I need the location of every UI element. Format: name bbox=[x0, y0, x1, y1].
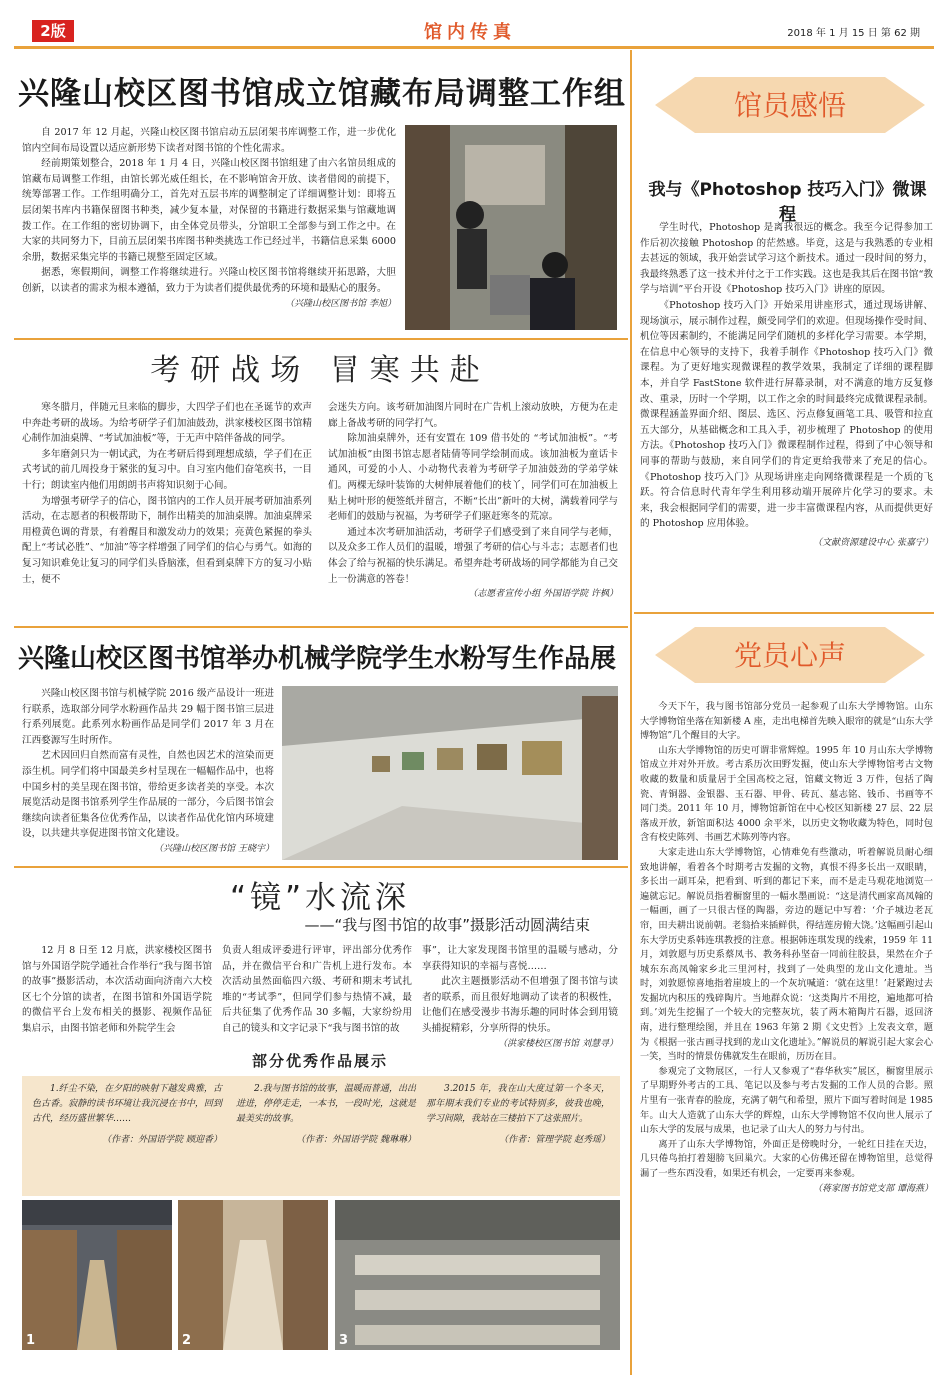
rule bbox=[14, 626, 628, 628]
sidebar1-signature: （文献资源建设中心 张嘉宁） bbox=[813, 537, 933, 548]
caption-text: 1.纤尘不染，在夕阳的映射下越发典雅，古色古香。寂静的读书环境让我沉浸在书中，回到古代，经历盛世繁华…… bbox=[32, 1084, 222, 1124]
article4-col3 bbox=[422, 943, 618, 1052]
paragraph: 自 2017 年 12 月起，兴隆山校区图书馆启动五层闭架书库调整工作，进一步优化馆内空间布局设置以适应新形势下读者对图书馆的个性化需求。 bbox=[22, 127, 396, 154]
paragraph: 参观完了文物展区，一行人又参观了“春华秋实”展区，橱窗里展示了早期野外考古的工具、笔记以及参与考古发掘的工作人员的合影。照片里有一张青春的脸庞，充满了朝气和希望，照片下面写着时间是 1985 年。山大人造就了山东大学的辉煌，山东大学博物馆不仅向世人展示了山东大学的发展与成果，也记录了山大人的努力与付出。 bbox=[640, 1065, 933, 1136]
sidebar2-body bbox=[640, 700, 933, 1196]
bookshelf-photo bbox=[22, 1200, 172, 1350]
paragraph: 为增强考研学子的信心，图书馆内的工作人员开展考研加油系列活动，在志愿者的积极帮助下，制作出精美的加油桌牌。加油桌牌采用橙黄色调的背景，有着醒目和激发动力的效果；亮黄色紧握的拳头配上“考试必胜”、“加油”等字样增强了同学们的信心与勇气。如海的复习知识难免让复习的同学们头昏脑涨，但看到桌牌下方的复习小贴士，便不 bbox=[22, 495, 312, 585]
paragraph: 今天下午，我与图书馆部分党员一起参观了山东大学博物馆。山东大学博物馆坐落在知新楼 A 座，走出电梯首先映入眼帘的就是“山东大学博物馆”几个醒目的大字。 bbox=[640, 701, 933, 742]
article4-signature: （洪家楼校区图书馆 刘慧寻） bbox=[498, 1038, 618, 1049]
article2-col1 bbox=[22, 400, 312, 587]
article4-title: “镜”水流深 bbox=[229, 880, 411, 916]
paragraph: 兴隆山校区图书馆与机械学院 2016 级产品设计一班进行联系，选取部分同学水粉画作品共 29 幅于图书馆三层进行系列展览。此系列水粉画作品是同学们 2017 年 3 月在江西婺源写生时所作。 bbox=[22, 688, 274, 746]
paragraph: 学生时代，Photoshop 是离我很远的概念。我至今记得参加工作后初次接触 Photoshop 的茫然感。毕竟，这是与我熟悉的专业相去甚远的领域，我开始尝试学习这个新技术。通过一段时间的努力，我最终熟悉了这一技术并付之于工作实践。这也是我其后在图书馆“教学与培训”平台开设《Photoshop 技巧入门》讲座的原因。 bbox=[640, 222, 933, 296]
corridor-photo bbox=[178, 1200, 328, 1350]
showcase-caption-1 bbox=[32, 1082, 222, 1148]
paragraph: 负责人组成评委进行评审，评出部分优秀作品，并在微信平台和广告机上进行发布。本次活动虽然面临四六级、考研和期末考试扎堆的“考试季”，但同学们参与热情不减，最后共征集了优秀作品 30 多幅，大家纷纷用自己的镜头和文字记录下“我与图书馆的故 bbox=[222, 945, 412, 1034]
paragraph: 12 月 8 日至 12 月底，洪家楼校区图书馆与外国语学院学通社合作举行“我与图书馆的故事”摄影活动，本次活动面向济南六大校区七个分馆的读者，在图书馆和外国语学院的微信平台上发布相关的摄影、视频作品征集启示，由图书馆老师和外院学生会 bbox=[22, 945, 212, 1034]
paragraph: 《Photoshop 技巧入门》开始采用讲座形式，通过现场讲解、现场演示，展示制作过程，颇受同学们的欢迎。但现场操作受时间、机位等因素制约，不能满足同学们随机的多样化学习需要。本学期，在信息中心领导的支持下，我着手制作《Photoshop 技巧入门》微课程。为了更好地实现微课程的教学效果，我制定了详细的课程脚本，并自学 FastStone 软件进行屏幕录制，对不满意的地方反复修改、重录，历时一个学期，以工作之余的时间最终完成微课程录制。微课程涵盖界面介绍、图层、选区、污点修复画笔工具、吸管和拉直五大部分，从基础概念和工具入手，初步梳理了 Photoshop 的使用方法。《Photoshop 技巧入门》微课程制作过程，得到了中心领导和同事的帮助与鼓励，来自同学们的肯定更给我带来了充足的信心。《Photoshop 技巧入门》从现场讲座走向网络微课程是一个质的飞跃。符合信息时代青年学生利用移动端开展碎片化学习的要求。未来，我会根据同学们的需要，进一步丰富微课程内容，从而提供更好的 Photoshop 应用体验。 bbox=[640, 299, 933, 530]
article3-body bbox=[22, 686, 274, 858]
showcase-caption-3 bbox=[426, 1082, 610, 1148]
paragraph: 经前期策划整合，2018 年 1 月 4 日，兴隆山校区图书馆组建了由六名馆员组成的馆藏布局调整工作组，由馆长郭光威任组长，在不影响馆舍开放、读者借阅的前提下，统筹部署工作。工作组明确分工，首先对五层书库的调整制定了详细调整计划：即将五层闭架书库内书籍保留图书种类，减少复本量，对保留的书籍进行数据采集与馆藏地调拨工作。在工作组的密切协调下，由全体党员带头，分馆职工全部参与到工作之中。在大家的共同努力下，目前五层闭架书库图书种类挑选工作已经过半，书籍信息采集 6000 余册，数据采集完毕的书籍已规整至固定区域。 bbox=[22, 158, 396, 263]
article4-col2 bbox=[222, 943, 412, 1037]
gallery-photo bbox=[282, 686, 618, 860]
photo-number: 1 bbox=[26, 1333, 36, 1348]
caption-text: 2.我与图书馆的故事，温暖而普通，出出进进，停停走走，一本书，一段时光，这就是最美实的故事。 bbox=[236, 1084, 417, 1124]
article3-title: 兴隆山校区图书馆举办机械学院学生水粉写生作品展 bbox=[18, 644, 617, 674]
article1-photo bbox=[405, 125, 617, 330]
rule bbox=[14, 338, 628, 340]
section-title: 馆内传真 bbox=[424, 22, 516, 43]
paragraph: 此次主题摄影活动不但增强了图书馆与读者的联系，而且很好地调动了读者的积极性，让他们在感受漫步书海乐趣的同时体会到用镜头捕捉精彩，分享所得的快乐。 bbox=[422, 976, 618, 1034]
paragraph: 除加油桌牌外，还有安置在 109 借书处的 “考试加油板”。“考试加油板”由图书馆志愿者陆倩等同学绘制而成。该加油板为童话卡通风，可爱的小人、小动物代表着为考研学子加油鼓劲的学弟学妹们。两棵无绿叶装饰的大树伸展着他们的枝丫，同学们可在加油板上贴上树叶形的便签纸并留言，不断“长出”新叶的大树，满载着同学与老师们的鼓励与祝福，为考研学子们驱赶寒冬的荒凉。 bbox=[328, 433, 618, 523]
caption-text: 3.2015 年，我在山大度过第一个冬天，那年期末我们专业的考试特别多，彼我也晚，学习间隙，我站在三楼拍下了这张照片。 bbox=[426, 1084, 610, 1124]
sidebar1-section: 馆员感悟 bbox=[733, 89, 846, 122]
rule bbox=[634, 612, 934, 614]
edition-badge: 2版 bbox=[32, 20, 74, 42]
showcase-photo-1 bbox=[22, 1200, 172, 1350]
paragraph: 艺术因回归自然而富有灵性，自然也因艺术的渲染而更添生机。同学们将中国最美乡村呈现在一幅幅作品中，也将中国乡村的美呈现在图书馆，带给更多读者美的享受。本次展览活动是图书馆系列学生作品展的一部分，今后图书馆会继续向读者征集各位优秀作品，以读者作品优化馆内环境建设，以共建共享促进图书馆文化建设。 bbox=[22, 750, 274, 840]
atrium-photo bbox=[335, 1200, 620, 1350]
showcase-title: 部分优秀作品展示 bbox=[251, 1052, 388, 1070]
sidebar1-body bbox=[640, 220, 933, 551]
sidebar1-title: 我与《Photoshop 技巧入门》微课程 bbox=[648, 180, 927, 225]
showcase-photo-3 bbox=[335, 1200, 620, 1350]
caption-author: （作者：管理学院 赵秀瑶） bbox=[499, 1135, 610, 1145]
paragraph: 据悉，寒假期间，调整工作将继续进行。兴隆山校区图书馆将继续开拓思路，大胆创新，以读者的需求为根本遵循，致力于为读者们提供最优秀的环境和最贴心的服务。 bbox=[22, 267, 396, 294]
article1-signature: （兴隆山校区图书馆 李旭） bbox=[285, 298, 396, 309]
column-divider bbox=[630, 50, 632, 1375]
showcase-photo-2 bbox=[178, 1200, 328, 1350]
header-rule bbox=[14, 46, 934, 49]
article2-signature: （志愿者宣传小组 外国语学院 许枫） bbox=[468, 589, 618, 600]
article3-photo bbox=[282, 686, 618, 860]
paragraph: 事”，让大家发现图书馆里的温暖与感动，分享获得知识的幸福与喜悦…… bbox=[422, 945, 618, 972]
paragraph: 寒冬腊月，伴随元旦来临的脚步，大四学子们也在圣诞节的欢声中奔赴考研的战场。为给考研学子们加油鼓劲，洪家楼校区图书馆精心制作加油桌牌、“考试加油板”等，于无声中陪伴备战的同学。 bbox=[22, 402, 312, 445]
sidebar2-section: 党员心声 bbox=[733, 639, 846, 672]
paragraph: 通过本次考研加油活动，考研学子们感受到了来自同学与老师，以及众多工作人员们的温暖，增强了考研的信心与斗志；志愿者们也体会了给与祝福的快乐满足。希望奔赴考研战场的同学都能为自己交上一份满意的答卷！ bbox=[328, 526, 618, 585]
article2-col2 bbox=[328, 400, 618, 603]
paragraph: 会迷失方向。该考研加油图片同时在广告机上滚动放映，方便为在走廊上备战考研的同学打气。 bbox=[328, 402, 618, 429]
article4-col1 bbox=[22, 943, 212, 1037]
library-stacks-photo bbox=[405, 125, 617, 330]
date-issue: 2018 年 1 月 15 日 第 62 期 bbox=[787, 28, 920, 39]
paragraph: 山东大学博物馆的历史可谓非常辉煌。1995 年 10 月山东大学博物馆成立并对外开放。考古系历次田野发掘，使山东大学博物馆考古文物收藏的数量和质量居于全国高校之冠，馆藏文物近 3 万件，包括了陶瓷、青铜器、金银器、玉石器、甲骨、砖瓦、墓志铭、钱币、书画等不同门类。2011 年 10 月，博物馆新馆在中心校区知新楼 27 层、22 层落成开放，新馆面积达 4000 余平米，以历史文物收藏为特色，同时包含有校史陈列、书画艺术陈列等内容。 bbox=[640, 744, 933, 844]
article1-body bbox=[22, 125, 396, 312]
article4-subtitle: ——“我与图书馆的故事”摄影活动圆满结束 bbox=[304, 916, 590, 934]
paragraph: 大家走进山东大学博物馆，心情难免有些激动，听着解说员耐心细致地讲解，看着各个时期考古发掘的文物，真恨不得多长出一双眼睛，多长出一副耳朵，把看到、听到的都记下来，而不是走马观花地浏览一遍就忘记。解说员指着橱窗里的一幅水墨画说：“这是清代画家高凤翰的一幅画，画了一只很古怪的陶器，旁边的题记中写着：‘介子城边老瓦帘，田夫耕出说前朝。老翁拾来插鲜供，得结莲房俯大饶。’这幅画引起山东大学历史系韩连琪教授的注意。根据韩连琪发现的线索，1959 年 11 月，刘敦愿与历史系蔡凤书、教务科孙坚奋一同前往胶县，果然在介子城东东高凤翰家乡北三里河村，找到了一处典型的龙山文化遗址。当时，刘敦愿惊喜地指着崖坡上的一个灰坑喊道：‘就在这里！’赶紧跑过去发掘坑内积压的残碎陶片。当地群众说：‘这类陶片不用挖，遍地都可拾到。’刘先生挖掘了一个较大的完整灰坑，装了两木箱陶片石器，返回济南，进行整理绘图，并且在 1963 年第 2 期《文史哲》上发表文章，题为《根据一张古画寻找到的龙山文化遗址》。”解说员的解说引起大家会心一笑，当时的情景仿佛就发生在眼前，历历在目。 bbox=[640, 846, 933, 1063]
caption-author: （作者：外国语学院 魏琳琳） bbox=[296, 1135, 416, 1145]
article3-signature: （兴隆山校区图书馆 王晓宇） bbox=[154, 843, 274, 854]
paragraph: 离开了山东大学博物馆，外面正是傍晚时分，一轮红日挂在天边，几只倦鸟拍打着翅膀飞回巢穴。大家的心仿佛还留在博物馆里，总觉得漏了一些东西没看，如果还有机会，一定要再来参观。 bbox=[640, 1138, 933, 1179]
article1-title: 兴隆山校区图书馆成立馆藏布局调整工作组 bbox=[18, 76, 626, 112]
caption-author: （作者：外国语学院 顾迎香） bbox=[102, 1135, 222, 1145]
rule bbox=[14, 866, 628, 868]
showcase-caption-2 bbox=[236, 1082, 416, 1148]
photo-number: 3 bbox=[339, 1333, 349, 1348]
sidebar2-signature: （蒋家图书馆党支部 谭海燕） bbox=[813, 1183, 933, 1194]
photo-number: 2 bbox=[182, 1333, 192, 1348]
article2-title: 考研战场 冒寒共赴 bbox=[150, 353, 490, 388]
paragraph: 多年磨剑只为一朝试武，为在考研后得到理想成绩，学子们在正式考试的前几周投身于紧张的复习中。自习室内他们奋笔疾书，一目十行；朗读室内他们用朗朗书声将知识刻于心间。 bbox=[22, 448, 312, 491]
